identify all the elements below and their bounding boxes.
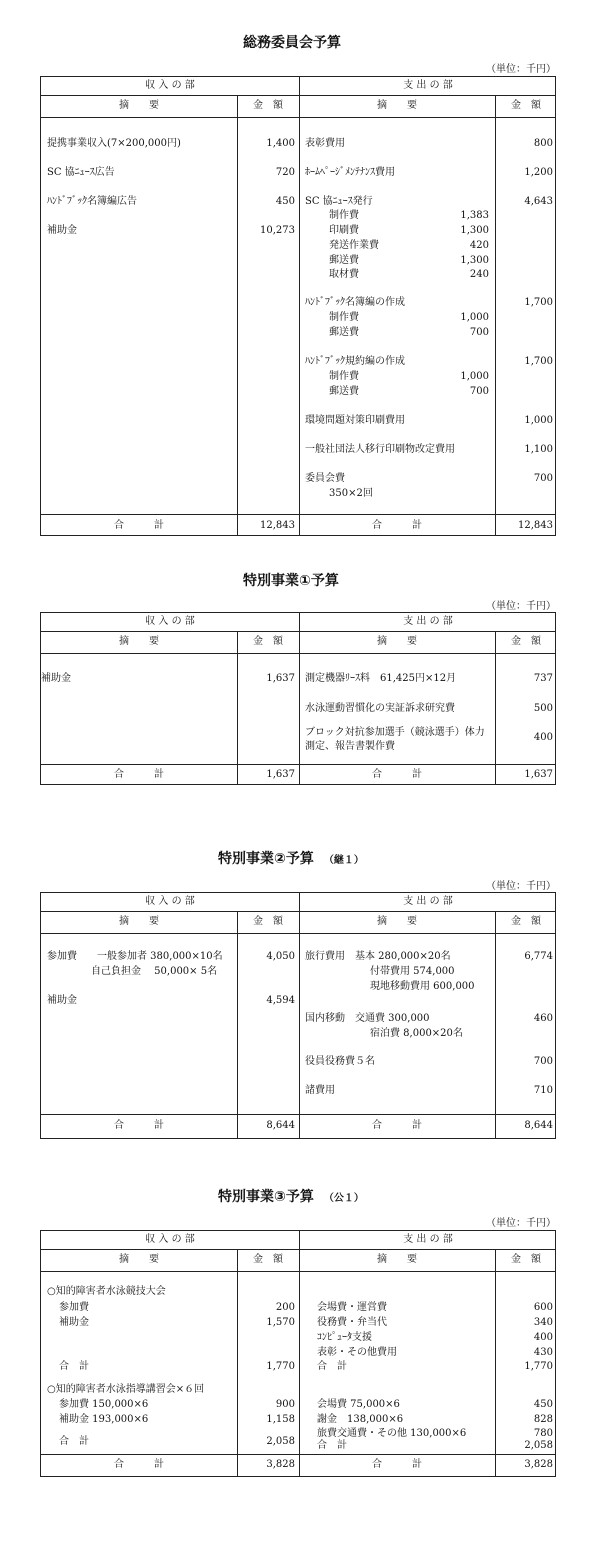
expense-amount: 800 xyxy=(533,138,553,149)
income-amount: 450 xyxy=(275,196,295,207)
expense-amount: 430 xyxy=(533,1347,553,1358)
amount-header: 金 額 xyxy=(253,636,283,647)
unit-label: （単位：千円） xyxy=(486,601,556,612)
expense-item: 諸費用 xyxy=(305,1085,335,1096)
budget-table xyxy=(40,892,556,1139)
expense-amount: 1,770 xyxy=(524,1361,553,1372)
unit-label: （単位：千円） xyxy=(486,881,556,892)
expense-item: 国内移動 交通費 300,000 xyxy=(305,1013,430,1024)
expense-item: 委員会費 xyxy=(305,473,345,484)
total-label: 合 計 xyxy=(114,769,164,780)
budget-table xyxy=(40,76,556,536)
desc-header: 摘 要 xyxy=(119,916,159,927)
income-item: ○知的障害者水泳競技大会 xyxy=(47,1286,166,1297)
total-expense: 3,828 xyxy=(524,1459,553,1470)
expense-subitem: 印刷費 xyxy=(329,225,359,236)
expense-amount: 4,643 xyxy=(524,196,553,207)
total-label: 合 計 xyxy=(372,769,422,780)
total-label: 合 計 xyxy=(372,520,422,531)
income-amount: 200 xyxy=(275,1302,295,1313)
expense-subitem: 宿泊費 8,000×20名 xyxy=(370,1028,463,1039)
expense-subamount: 700 xyxy=(469,386,489,397)
expense-amount: 828 xyxy=(533,1414,553,1425)
expense-subtotal: 合 計 xyxy=(317,1440,347,1451)
expense-subitem: 発送作業費 xyxy=(329,240,379,251)
budget-table xyxy=(40,1230,556,1477)
expense-subitem: 郵送費 xyxy=(329,386,359,397)
expense-amount: 450 xyxy=(533,1399,553,1410)
expense-amount: 500 xyxy=(533,703,553,714)
expense-item: 表彰費用 xyxy=(305,138,345,149)
expense-amount: 1,700 xyxy=(524,356,553,367)
amount-header: 金 額 xyxy=(511,1254,541,1265)
expense-subitem: 郵送費 xyxy=(329,327,359,338)
expense-item: 表彰・その他費用 xyxy=(317,1347,397,1358)
expense-item: SC 協ﾆｭｰｽ発行 xyxy=(305,196,373,207)
income-amount: 4,594 xyxy=(266,995,295,1006)
expense-subitem: 制作費 xyxy=(329,371,359,382)
total-income: 3,828 xyxy=(266,1459,295,1470)
total-label: 合 計 xyxy=(372,1120,422,1131)
amount-header: 金 額 xyxy=(253,100,283,111)
expense-amount: 1,200 xyxy=(524,167,553,178)
expense-item: 測定、報告書製作費 xyxy=(305,741,395,752)
expense-subamount: 1,000 xyxy=(460,312,489,323)
expense-item: 旅費交通費・その他 130,000×6 xyxy=(317,1428,467,1439)
unit-label: （単位：千円） xyxy=(486,64,556,75)
expense-amount: 460 xyxy=(533,1013,553,1024)
total-label: 合 計 xyxy=(114,1459,164,1470)
expense-header: 支 出 の 部 xyxy=(403,896,453,907)
total-label: 合 計 xyxy=(372,1459,422,1470)
expense-subitem: 郵送費 xyxy=(329,255,359,266)
expense-item: ｺﾝﾋﾟｭｰﾀ支援 xyxy=(317,1332,372,1343)
expense-amount: 1,700 xyxy=(524,297,553,308)
total-expense: 1,637 xyxy=(524,769,553,780)
expense-amount: 600 xyxy=(533,1302,553,1313)
expense-item: 会場費 75,000×6 xyxy=(317,1399,400,1410)
desc-header: 摘 要 xyxy=(377,636,417,647)
income-amount: 900 xyxy=(275,1399,295,1410)
expense-amount: 400 xyxy=(533,1332,553,1343)
expense-amount: 340 xyxy=(533,1317,553,1328)
total-income: 8,644 xyxy=(266,1120,295,1131)
income-header: 収 入 の 部 xyxy=(145,80,195,91)
expense-amount: 1,000 xyxy=(524,415,553,426)
income-amount: 10,273 xyxy=(260,225,295,236)
expense-subamount: 240 xyxy=(469,269,489,280)
section-title: 特別事業②予算 （継１） xyxy=(218,851,364,867)
expense-subamount: 420 xyxy=(469,240,489,251)
total-income: 1,637 xyxy=(266,769,295,780)
expense-amount: 780 xyxy=(533,1428,553,1439)
expense-amount: 2,058 xyxy=(524,1440,553,1451)
expense-subitem: 付帯費用 574,000 xyxy=(370,966,455,977)
expense-item: ﾊﾝﾄﾞﾌﾞｯｸ名簿編の作成 xyxy=(305,297,405,308)
expense-amount: 400 xyxy=(533,732,553,743)
income-item: 補助金 xyxy=(41,673,71,684)
income-item: 参加費 150,000×6 xyxy=(59,1399,149,1410)
total-label: 合 計 xyxy=(114,1120,164,1131)
expense-subtotal: 合 計 xyxy=(317,1361,347,1372)
income-item: 参加費 一般参加者 380,000×10名 xyxy=(47,951,223,962)
desc-header: 摘 要 xyxy=(119,1254,159,1265)
total-expense: 12,843 xyxy=(518,520,553,531)
expense-amount: 710 xyxy=(533,1085,553,1096)
total-income: 12,843 xyxy=(260,520,295,531)
expense-amount: 737 xyxy=(533,673,553,684)
income-header: 収 入 の 部 xyxy=(145,1234,195,1245)
desc-header: 摘 要 xyxy=(119,100,159,111)
expense-subitem: 現地移動費用 600,000 xyxy=(370,981,475,992)
expense-subamount: 1,383 xyxy=(460,210,489,221)
section-title: 特別事業①予算 xyxy=(243,573,339,589)
income-amount: 1,158 xyxy=(266,1414,295,1425)
expense-item: 会場費・運営費 xyxy=(317,1302,387,1313)
unit-label: （単位：千円） xyxy=(486,1218,556,1229)
page-title: 総務委員会予算 xyxy=(243,35,341,51)
income-item: ○知的障害者水泳指導講習会×６回 xyxy=(47,1384,205,1395)
income-amount: 1,637 xyxy=(266,673,295,684)
income-amount: 4,050 xyxy=(266,951,295,962)
desc-header: 摘 要 xyxy=(377,100,417,111)
income-item: 補助金 xyxy=(47,225,77,236)
income-amount: 1,400 xyxy=(266,138,295,149)
income-item: 提携事業収入(7×200,000円) xyxy=(47,138,181,149)
expense-item: 測定機器ﾘｰｽ料 61,425円×12月 xyxy=(305,673,457,684)
amount-header: 金 額 xyxy=(511,100,541,111)
desc-header: 摘 要 xyxy=(377,916,417,927)
expense-amount: 1,100 xyxy=(524,444,553,455)
income-header: 収 入 の 部 xyxy=(145,896,195,907)
expense-subitem: 350×2回 xyxy=(329,488,373,499)
expense-item: 役員役務費５名 xyxy=(305,1056,375,1067)
expense-item: ﾎｰﾑﾍﾟｰｼﾞﾒﾝﾃﾅﾝｽ費用 xyxy=(305,167,395,178)
expense-header: 支 出 の 部 xyxy=(403,616,453,627)
expense-subamount: 700 xyxy=(469,327,489,338)
expense-subamount: 1,300 xyxy=(460,225,489,236)
expense-subamount: 1,000 xyxy=(460,371,489,382)
income-item: 補助金 193,000×6 xyxy=(59,1414,149,1425)
desc-header: 摘 要 xyxy=(119,636,159,647)
income-item: 補助金 xyxy=(59,1317,89,1328)
expense-item: 一般社団法人移行印刷物改定費用 xyxy=(305,444,455,455)
expense-subamount: 1,300 xyxy=(460,255,489,266)
expense-amount: 700 xyxy=(533,1056,553,1067)
expense-item: ﾊﾝﾄﾞﾌﾞｯｸ規約編の作成 xyxy=(305,356,405,367)
income-item: 補助金 xyxy=(47,995,77,1006)
amount-header: 金 額 xyxy=(511,636,541,647)
amount-header: 金 額 xyxy=(253,916,283,927)
expense-item: 旅行費用 基本 280,000×20名 xyxy=(305,951,451,962)
income-subtotal: 合 計 xyxy=(59,1436,89,1447)
expense-amount: 6,774 xyxy=(524,951,553,962)
income-amount: 2,058 xyxy=(266,1436,295,1447)
expense-subitem: 制作費 xyxy=(329,210,359,221)
amount-header: 金 額 xyxy=(253,1254,283,1265)
expense-item: 謝金 138,000×6 xyxy=(317,1414,404,1425)
section-title: 特別事業③予算 （公１） xyxy=(218,1189,364,1205)
income-header: 収 入 の 部 xyxy=(145,616,195,627)
income-item: 自己負担金 50,000× 5名 xyxy=(91,966,218,977)
income-item: ﾊﾝﾄﾞﾌﾞｯｸ名簿編広告 xyxy=(47,196,137,207)
income-amount: 720 xyxy=(275,167,295,178)
desc-header: 摘 要 xyxy=(377,1254,417,1265)
expense-item: 役務費・弁当代 xyxy=(317,1317,387,1328)
expense-subitem: 取材費 xyxy=(329,269,359,280)
expense-item: ブロック対抗参加選手（競泳選手）体力 xyxy=(305,727,485,738)
expense-header: 支 出 の 部 xyxy=(403,1234,453,1245)
income-item: 参加費 xyxy=(59,1302,89,1313)
expense-item: 水泳運動習慣化の実証訴求研究費 xyxy=(305,703,455,714)
expense-item: 環境問題対策印刷費用 xyxy=(305,415,405,426)
expense-amount: 700 xyxy=(533,473,553,484)
budget-table xyxy=(40,612,556,785)
total-expense: 8,644 xyxy=(524,1120,553,1131)
income-amount: 1,570 xyxy=(266,1317,295,1328)
total-label: 合 計 xyxy=(114,520,164,531)
income-amount: 1,770 xyxy=(266,1361,295,1372)
expense-header: 支 出 の 部 xyxy=(403,80,453,91)
income-subtotal: 合 計 xyxy=(59,1361,89,1372)
amount-header: 金 額 xyxy=(511,916,541,927)
expense-subitem: 制作費 xyxy=(329,312,359,323)
income-item: SC 協ﾆｭｰｽ広告 xyxy=(47,167,115,178)
